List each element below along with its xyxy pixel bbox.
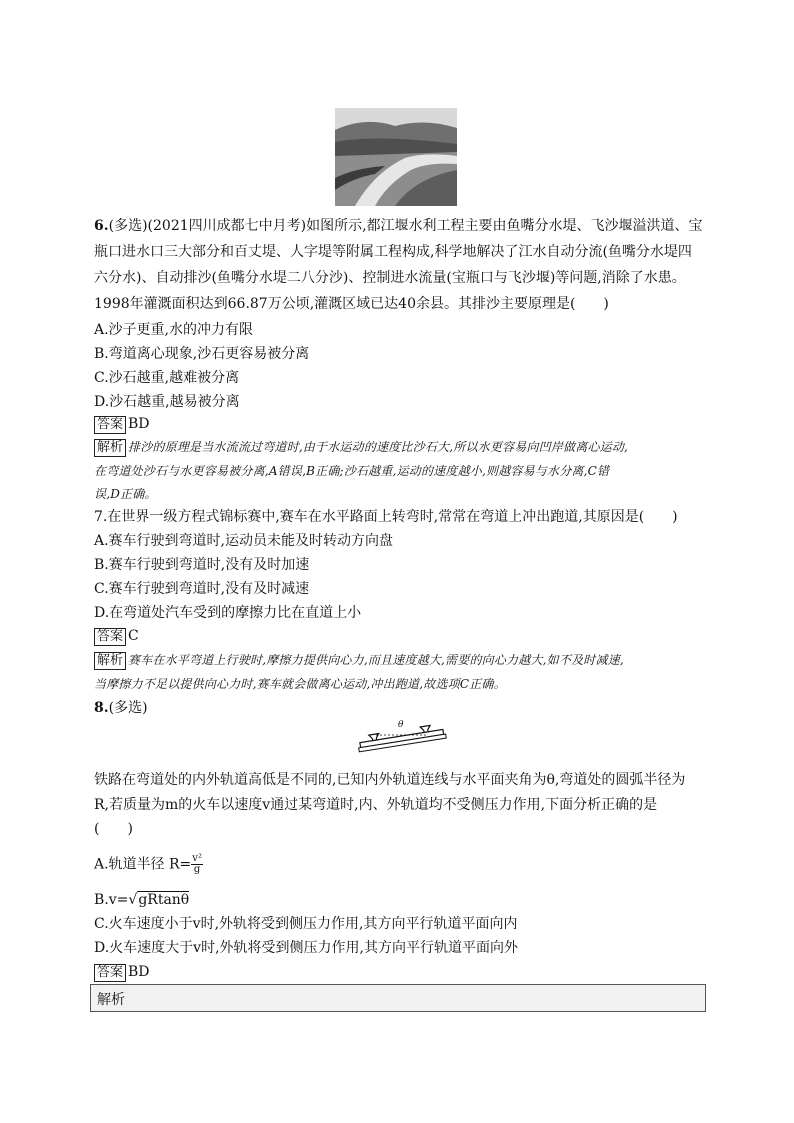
q8-option-a: A.轨道半径 R= $\frac{\text{v²}}{g}$	[94, 853, 202, 875]
q7-answer: 答案 C	[94, 626, 139, 646]
q6-number: 6.	[94, 218, 109, 234]
answer-tag: 答案	[94, 416, 126, 434]
q7-option-a: A.赛车行驶到弯道时,运动员未能及时转动方向盘	[94, 533, 394, 549]
q6-option-d: D.沙石越重,越易被分离	[94, 394, 240, 410]
q6-stem-line-4: 1998年灌溉面积达到66.87万公顷,灌溉区域已达40余县。其排沙主要原理是( )	[94, 296, 609, 312]
theta-label: θ	[398, 720, 404, 730]
answer-tag: 答案	[94, 964, 126, 982]
q7-analysis-line-1: 解析 赛车在水平弯道上行驶时,摩擦力提供向心力,而且速度越大,需要的向心力越大,如不及时减速,	[94, 650, 624, 670]
rail-cross-section-figure	[356, 718, 448, 758]
q8-stem-line-2: R,若质量为m的火车以速度v通过某弯道时,内、外轨道均不受侧压力作用,下面分析正确的是	[94, 797, 658, 813]
analysis-label: 解析	[97, 992, 125, 1008]
q6-option-b: B.弯道离心现象,沙石更容易被分离	[94, 346, 310, 362]
q6-option-c: C.沙石越重,越难被分离	[94, 370, 240, 386]
q6-stem-line-2: 瓶口进水口三大部分和百丈堤、人字堤等附属工程构成,科学地解决了江水自动分流(鱼嘴分水堤四	[94, 244, 692, 260]
q6-option-a: A.沙子更重,水的冲力有限	[94, 322, 254, 338]
q6-analysis-line-1: 解析 排沙的原理是当水流流过弯道时,由于水运动的速度比沙石大,所以水更容易向凹岸做离心运动,	[94, 437, 628, 457]
q8-analysis-box	[90, 984, 706, 1012]
q8-option-b: B.v=√gRtanθ	[94, 892, 190, 908]
q8-number: 8.	[94, 700, 109, 716]
analysis-tag: 解析	[94, 439, 126, 457]
dujiangyan-photo	[335, 108, 457, 206]
q6-analysis-line-3: 误,D正确。	[94, 487, 157, 501]
sqrt-sign: √	[128, 892, 138, 908]
q8-option-c: C.火车速度小于v时,外轨将受到侧压力作用,其方向平行轨道平面向内	[94, 916, 518, 932]
q8-stem-line-1: 铁路在弯道处的内外轨道高低是不同的,已知内外轨道连线与水平面夹角为θ,弯道处的圆弧半径为	[94, 772, 686, 788]
q6-stem-line-1: 6.(多选)(2021四川成都七中月考)如图所示,都江堰水利工程主要由鱼嘴分水堤、飞沙堰溢洪道、宝	[94, 218, 703, 234]
fraction: $\frac{\text{v²}}{g}$	[192, 853, 202, 875]
q7-option-c: C.赛车行驶到弯道时,没有及时减速	[94, 581, 310, 597]
analysis-tag: 解析	[94, 652, 126, 670]
q7-option-b: B.赛车行驶到弯道时,没有及时加速	[94, 557, 310, 573]
q7-analysis-line-2: 当摩擦力不足以提供向心力时,赛车就会做离心运动,冲出跑道,故选项C正确。	[94, 677, 506, 691]
q6-answer: 答案 BD	[94, 414, 150, 434]
q7-option-d: D.在弯道处汽车受到的摩擦力比在直道上小	[94, 605, 362, 621]
q8-stem-line-3: ( )	[94, 821, 133, 837]
q8-option-d: D.火车速度大于v时,外轨将受到侧压力作用,其方向平行轨道平面向外	[94, 940, 518, 956]
answer-tag: 答案	[94, 628, 126, 646]
q8-header: 8.(多选)	[94, 700, 148, 716]
q8-answer: 答案 BD	[94, 962, 150, 982]
q6-stem-line-3: 六分水)、自动排沙(鱼嘴分水堤二八分沙)、控制进水流量(宝瓶口与飞沙堰)等问题,消除了水患。	[94, 270, 686, 286]
q7-number: 7.	[94, 509, 108, 525]
q6-analysis-line-2: 在弯道处沙石与水更容易被分离,A错误,B正确;沙石越重,运动的速度越小,则越容易与水分离,C错	[94, 464, 610, 478]
q7-stem: 7.在世界一级方程式锦标赛中,赛车在水平路面上转弯时,常常在弯道上冲出跑道,其原因是( )	[94, 509, 678, 525]
radicand: gRtanθ	[138, 892, 190, 908]
